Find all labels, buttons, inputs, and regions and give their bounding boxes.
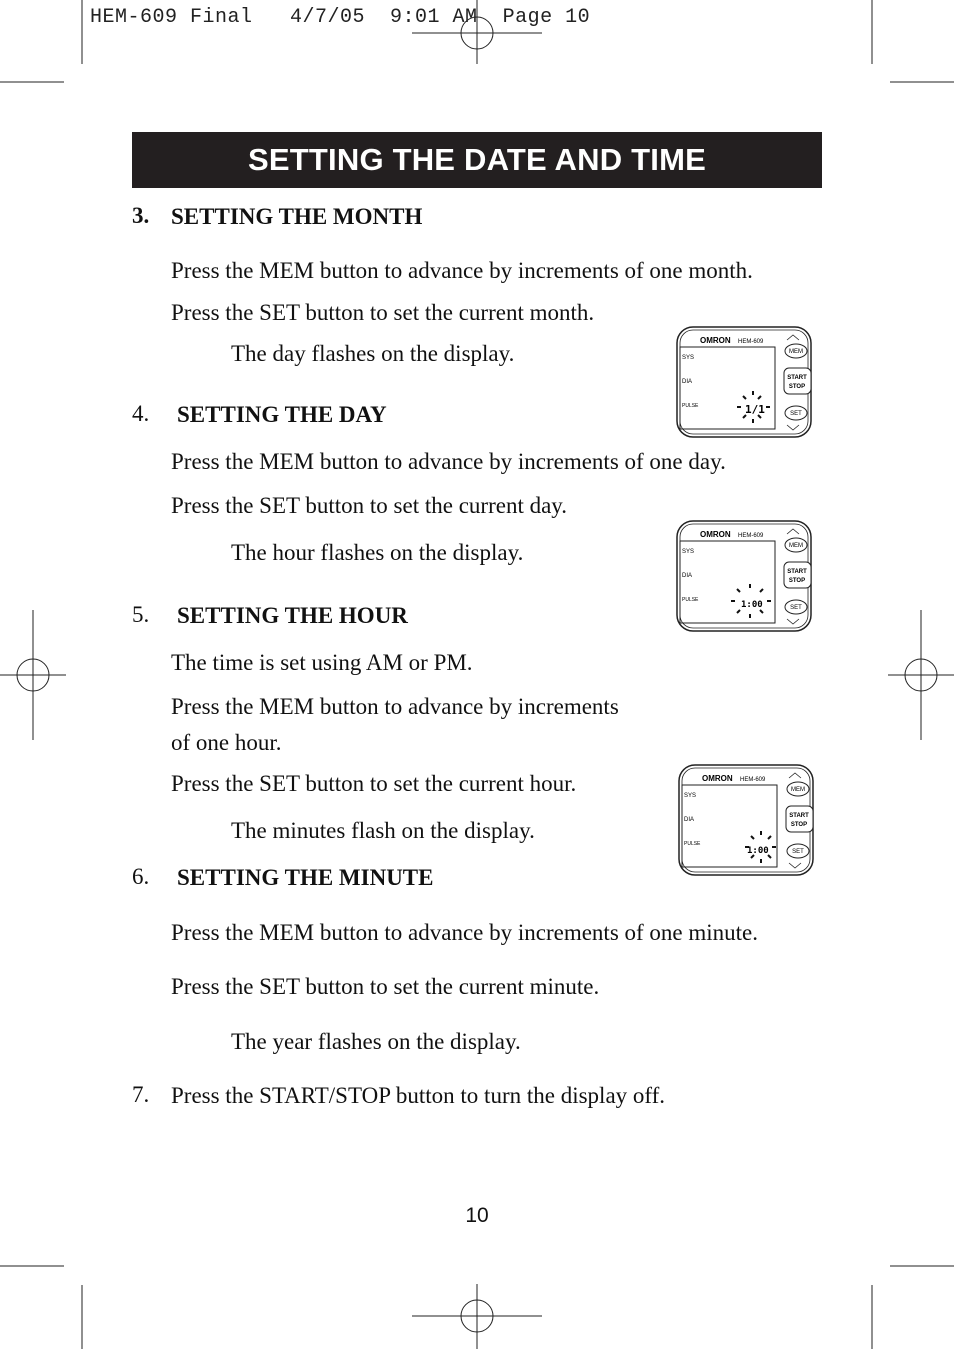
stop-label: STOP [790,822,808,828]
lcd-display: 1:00 [747,846,769,856]
brand-logo: OMRON [700,530,731,539]
start-stop-button [784,562,811,588]
mem-button-label: MEM [789,349,803,355]
step-text: Press the SET button to set the current hour. [171,771,577,796]
step-result: The hour flashes on the display. [231,540,524,565]
sys-label: SYS [682,549,695,555]
mem-button-label: MEM [791,787,805,793]
registration-mark-left [0,610,66,740]
sys-label: SYS [684,793,697,799]
set-button-label: SET [790,411,802,417]
step-heading: SETTING THE MINUTE [177,865,434,890]
registration-mark-bottom [412,1284,542,1349]
dia-label: DIA [684,817,695,823]
start-stop-button [786,806,813,832]
start-label: START [787,569,807,575]
step-text: Press the SET button to set the current month. [171,300,595,325]
step-result: The minutes flash on the display. [231,818,535,843]
step-result: The year flashes on the display. [231,1029,521,1054]
step-text: Press the MEM button to advance by increments of one month. [171,258,753,283]
dia-label: DIA [682,379,693,385]
print-slug: HEM-609 Final 4/7/05 9:01 AM Page 10 [90,6,591,29]
step-text: The time is set using AM or PM. [171,650,473,675]
device-illustration-hour [677,763,817,878]
start-label: START [789,813,809,819]
section-title-bar [132,132,822,188]
step-heading: SETTING THE MONTH [171,204,423,229]
step-number: 7. [132,1082,150,1107]
sys-label: SYS [682,355,695,361]
brand-logo: OMRON [702,774,733,783]
step-text: Press the SET button to set the current day. [171,493,568,518]
step-text: Press the MEM button to advance by increments [171,694,619,719]
device-illustration-day [675,519,815,634]
set-button-label: SET [792,849,804,855]
brand-logo: OMRON [700,336,731,345]
model-label: HEM-609 [740,777,766,783]
step-number: 6. [132,864,150,889]
stop-label: STOP [788,384,806,390]
set-button-label: SET [790,605,802,611]
step-text: Press the START/STOP button to turn the display off. [171,1083,666,1108]
step-number: 4. [132,401,150,426]
dia-label: DIA [682,573,693,579]
registration-mark-right [888,610,954,740]
pulse-label: PULSE [684,841,701,847]
lcd-display: 1/1 [745,403,765,416]
step-result: The day flashes on the display. [231,341,515,366]
start-label: START [787,375,807,381]
step-text: Press the MEM button to advance by increments of one minute. [171,920,759,945]
device-illustration-month [675,325,815,440]
step-text: Press the SET button to set the current minute. [171,974,600,999]
step-heading: SETTING THE HOUR [177,603,408,628]
mem-button-label: MEM [789,543,803,549]
step-number: 3. [132,203,150,228]
page-number: 10 [465,1204,489,1227]
step-number: 5. [132,602,150,627]
pulse-label: PULSE [682,597,699,603]
pulse-label: PULSE [682,403,699,409]
step-text: Press the MEM button to advance by increments of one day. [171,449,726,474]
step-heading: SETTING THE DAY [177,402,387,427]
start-stop-button [784,368,811,394]
lcd-display: 1:00 [741,600,763,610]
model-label: HEM-609 [738,533,764,539]
page-title: SETTING THE DATE AND TIME [248,142,706,177]
model-label: HEM-609 [738,339,764,345]
step-text: of one hour. [171,730,282,755]
stop-label: STOP [788,578,806,584]
